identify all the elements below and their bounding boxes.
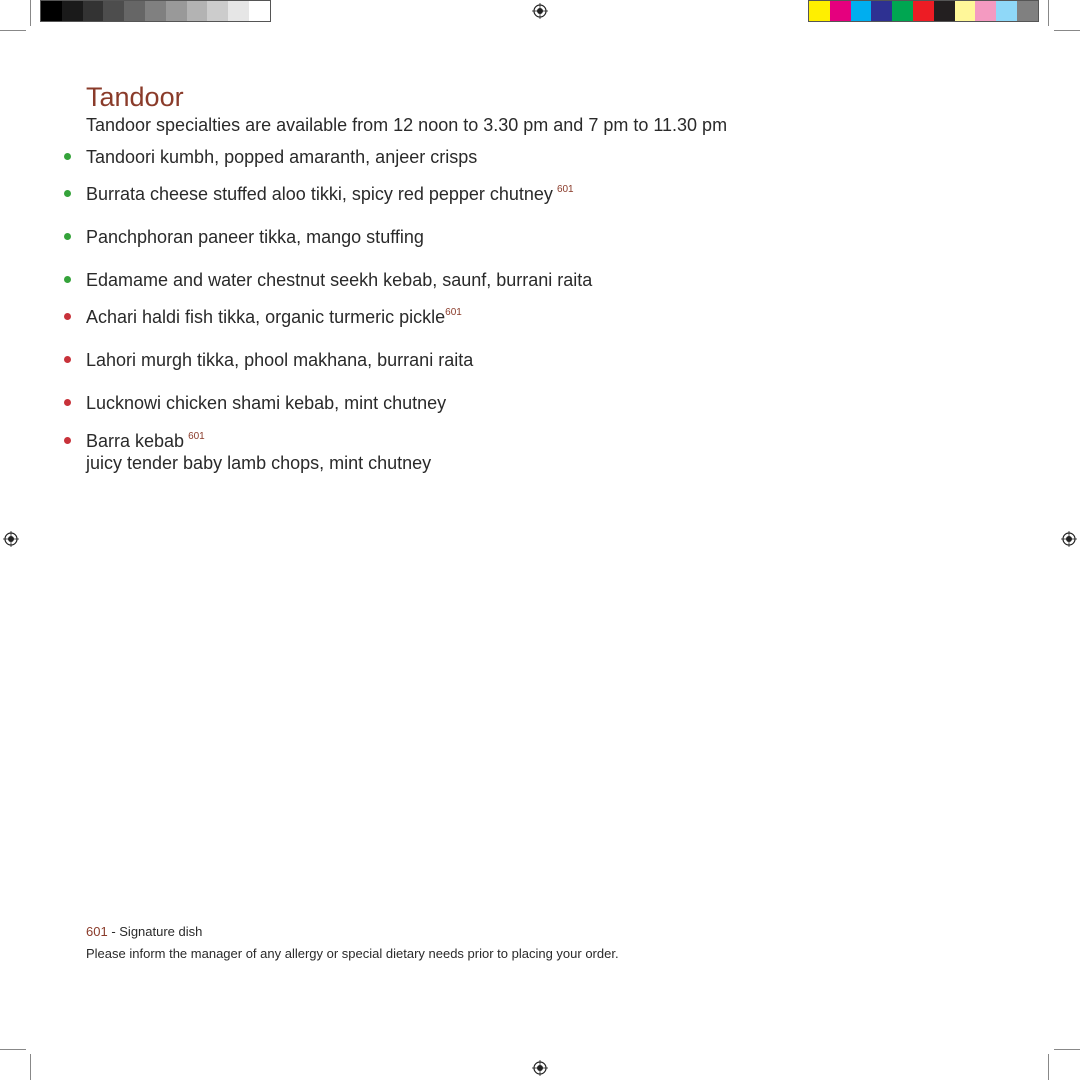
color-swatch <box>830 1 851 21</box>
color-swatch <box>1017 1 1038 21</box>
crop-mark <box>0 30 26 31</box>
menu-item <box>86 349 986 371</box>
crosshair-target-icon <box>1061 531 1077 547</box>
color-swatch <box>103 1 124 21</box>
menu-item-list <box>86 146 986 474</box>
color-swatch <box>913 1 934 21</box>
color-swatch <box>187 1 208 21</box>
crop-mark <box>0 1049 26 1050</box>
nonveg-indicator-dot <box>64 356 71 363</box>
menu-item-description: juicy tender baby lamb chops, mint chutney <box>86 453 432 473</box>
veg-indicator-dot <box>64 276 71 283</box>
menu-item-name: Edamame and water chestnut seekh kebab, saunf, burrani raita <box>86 270 593 290</box>
color-swatch <box>166 1 187 21</box>
signature-meaning: - Signature dish <box>107 924 203 939</box>
menu-item-name: Achari haldi fish tikka, organic turmeric pickle <box>86 307 446 327</box>
color-swatch <box>975 1 996 21</box>
veg-indicator-dot <box>64 153 71 160</box>
crosshair-target-icon <box>3 531 19 547</box>
color-swatch <box>83 1 104 21</box>
signature-code-marker: 601 <box>188 431 205 442</box>
menu-item-name: Lahori murgh tikka, phool makhana, burrani raita <box>86 350 474 370</box>
color-swatch <box>851 1 872 21</box>
color-swatch <box>871 1 892 21</box>
signature-code: 601 <box>86 924 108 939</box>
crop-mark <box>30 1054 31 1080</box>
crop-mark <box>1048 1054 1049 1080</box>
color-swatch <box>996 1 1017 21</box>
color-swatch <box>249 1 270 21</box>
section-title: Tandoor <box>86 82 184 112</box>
menu-item <box>86 306 986 328</box>
nonveg-indicator-dot <box>64 437 71 444</box>
crop-mark <box>1054 30 1080 31</box>
veg-indicator-dot <box>64 190 71 197</box>
signature-legend <box>86 921 619 943</box>
menu-item-name: Burrata cheese stuffed aloo tikki, spicy red pepper chutney <box>86 184 553 204</box>
menu-item-name: Panchphoran paneer tikka, mango stuffing <box>86 227 424 247</box>
menu-footer <box>86 921 619 965</box>
menu-item <box>86 183 986 205</box>
crop-mark <box>1054 1049 1080 1050</box>
nonveg-indicator-dot <box>64 399 71 406</box>
crop-mark <box>1048 0 1049 26</box>
allergy-note: Please inform the manager of any allergy or special dietary needs prior to placing your order. <box>86 946 619 961</box>
menu-item <box>86 226 986 248</box>
menu-item <box>86 269 986 291</box>
color-swatch <box>228 1 249 21</box>
color-swatch <box>207 1 228 21</box>
crosshair-target-icon <box>532 3 548 19</box>
color-calibration-bar <box>808 0 1039 22</box>
menu-item <box>86 146 986 168</box>
menu-section <box>86 80 986 474</box>
grayscale-calibration-bar <box>40 0 271 22</box>
color-swatch <box>809 1 830 21</box>
menu-item <box>86 430 986 474</box>
menu-item-name: Barra kebab <box>86 431 185 451</box>
signature-code-marker: 601 <box>556 184 574 195</box>
section-subtitle: Tandoor specialties are available from 12 noon to 3.30 pm and 7 pm to 11.30 pm <box>86 115 728 135</box>
menu-item-name: Tandoori kumbh, popped amaranth, anjeer crisps <box>86 147 478 167</box>
signature-code-marker: 601 <box>445 307 462 318</box>
color-swatch <box>62 1 83 21</box>
color-swatch <box>145 1 166 21</box>
nonveg-indicator-dot <box>64 313 71 320</box>
crop-mark <box>30 0 31 26</box>
color-swatch <box>124 1 145 21</box>
menu-item-name: Lucknowi chicken shami kebab, mint chutney <box>86 393 447 413</box>
color-swatch <box>955 1 976 21</box>
menu-item <box>86 392 986 414</box>
veg-indicator-dot <box>64 233 71 240</box>
color-swatch <box>934 1 955 21</box>
color-swatch <box>892 1 913 21</box>
crosshair-target-icon <box>532 1060 548 1076</box>
color-swatch <box>41 1 62 21</box>
